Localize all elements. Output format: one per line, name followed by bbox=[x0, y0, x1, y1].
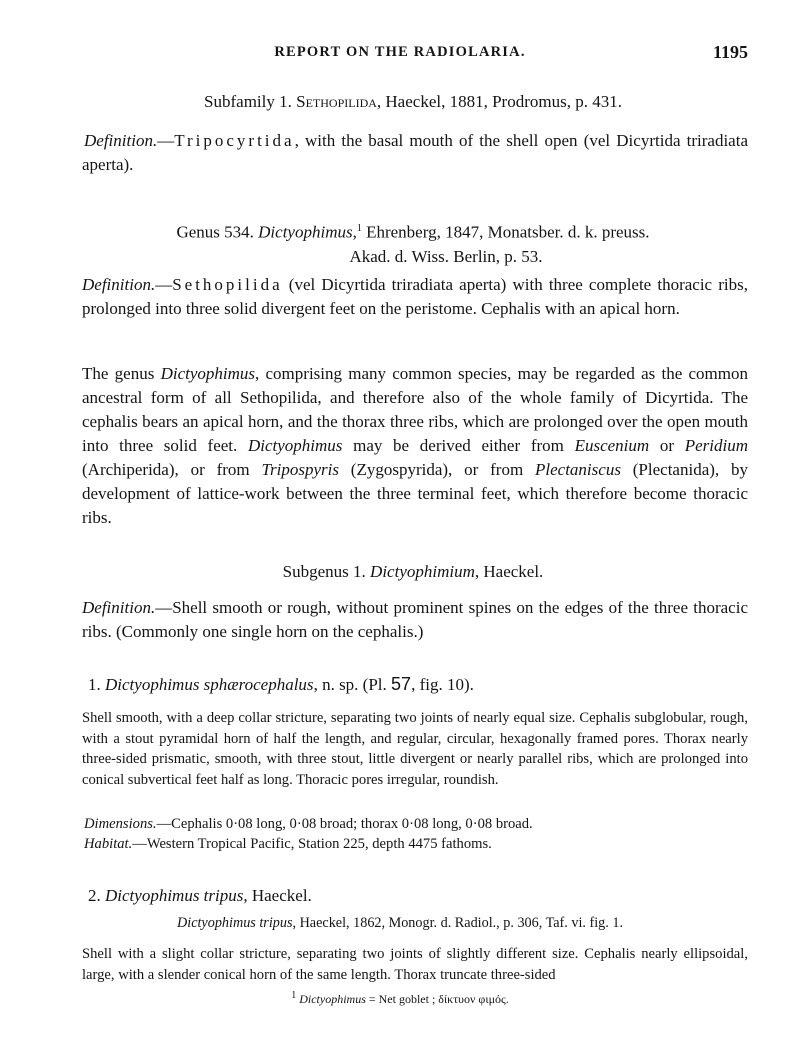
text-run: or bbox=[649, 436, 685, 455]
plate-number: 57 bbox=[391, 674, 412, 694]
genus-name: Dictyophimus, bbox=[258, 222, 357, 242]
text-run: (Archiperida), or from bbox=[82, 460, 262, 479]
species-name: Dictyophimus tripus bbox=[105, 886, 244, 905]
species-author: , Haeckel. bbox=[243, 886, 312, 905]
dimensions-text: —Cephalis 0·08 long, 0·08 broad; thorax 0·08 long, 0·08 broad. bbox=[156, 816, 533, 832]
taxon-name: Dictyophimus bbox=[160, 364, 256, 383]
taxon-name: Euscenium bbox=[574, 436, 650, 455]
subfamily-rest: , Haeckel, 1881, Prodromus, p. 431. bbox=[376, 92, 622, 111]
reference-name: Dictyophimus tripus bbox=[177, 915, 293, 931]
footnote bbox=[0, 990, 800, 1007]
footnote-term: Dictyophimus bbox=[299, 992, 366, 1006]
subfamily-definition bbox=[82, 129, 748, 177]
definition-text: , with the basal mouth of the shell open (vel Dicyrtida triradiata aperta). bbox=[82, 131, 748, 174]
species-citation-b: , fig. 10). bbox=[411, 675, 474, 694]
genus-definition bbox=[82, 273, 748, 321]
text-run: (Plectanida), by development of lattice-work between the three terminal feet, which therefore become thoracic ribs. bbox=[82, 460, 748, 527]
page-header bbox=[0, 44, 800, 68]
species-1-dimensions bbox=[84, 816, 533, 833]
species-2-title bbox=[88, 886, 312, 906]
species-1-title bbox=[88, 674, 474, 695]
genus-footnote-mark: 1 bbox=[356, 223, 362, 234]
species-number: 1. bbox=[88, 675, 101, 694]
footnote-text: = Net goblet ; δίκτυον φιμός. bbox=[365, 992, 509, 1006]
genus-heading bbox=[80, 217, 746, 269]
species-1-description: Shell smooth, with a deep collar stricture, separating two joints of nearly equal size. Cephalis subglobular, rough, with a stout pyramidal horn of half the length, and regular, circular, hexagonally framed pores. Thorax nearly three-sided prismatic, smooth, with three stout, little divergent or nearly parallel ribs, which are prolonged into conical subvertical feet half as long. Thoracic pores irregular, roundish. bbox=[82, 710, 748, 788]
text-run: may be derived either from bbox=[342, 436, 575, 455]
habitat-text: —Western Tropical Pacific, Station 225, depth 4475 fathoms. bbox=[132, 836, 492, 852]
subgenus-rest: , Haeckel. bbox=[474, 562, 544, 581]
genus-paragraph bbox=[82, 362, 748, 530]
subgenus-heading bbox=[80, 562, 746, 582]
species-name: Dictyophimus sphærocephalus bbox=[105, 675, 314, 694]
subgenus-name: Dictyophimium bbox=[370, 562, 475, 581]
page-number: 1195 bbox=[712, 42, 748, 62]
reference-text: , Haeckel, 1862, Monogr. d. Radiol., p. 306, Taf. vi. fig. 1. bbox=[292, 915, 623, 931]
definition-label: Definition. bbox=[82, 598, 156, 617]
species-number: 2. bbox=[88, 886, 101, 905]
species-2-reference bbox=[0, 915, 800, 932]
subfamily-heading bbox=[80, 92, 746, 112]
subfamily-prefix: Subfamily 1. bbox=[204, 92, 292, 111]
taxon-name: Dictyophimus bbox=[247, 436, 343, 455]
species-1-habitat bbox=[84, 836, 492, 853]
definition-term: Sethopilida bbox=[172, 275, 283, 294]
running-title: REPORT ON THE RADIOLARIA. bbox=[274, 44, 526, 60]
definition-text: (vel Dicyrtida triradiata aperta) with three complete thoracic ribs, prolonged into three solid divergent feet on the peristome. Cephalis with an apical horn. bbox=[82, 275, 748, 318]
footnote-mark: 1 bbox=[291, 990, 297, 1001]
text-run: The genus bbox=[82, 364, 161, 383]
species-2-description: Shell with a slight collar stricture, separating two joints of slightly different size. Cephalis nearly ellipsoidal, large, with a slender conical horn of the same length. Thorax truncate three-sided bbox=[82, 946, 748, 983]
genus-line-1-rest: Ehrenberg, 1847, Monatsber. d. k. preuss. bbox=[361, 222, 650, 242]
genus-line-2: Akad. d. Wiss. Berlin, p. 53. bbox=[349, 246, 543, 266]
subgenus-definition bbox=[82, 596, 748, 644]
taxon-name: Tripospyris bbox=[261, 460, 339, 479]
habitat-label: Habitat. bbox=[84, 836, 133, 852]
definition-label: Definition. bbox=[82, 275, 156, 294]
definition-label: Definition. bbox=[84, 131, 158, 150]
definition-dash: — bbox=[157, 131, 175, 150]
taxon-name: Plectaniscus bbox=[535, 460, 621, 479]
definition-text: Shell smooth or rough, without prominent spines on the edges of the three thoracic ribs. (Commonly one single horn on the cephalis.) bbox=[82, 598, 748, 641]
species-citation-a: , n. sp. (Pl. bbox=[313, 675, 392, 694]
taxon-name: Peridium bbox=[684, 436, 748, 455]
text-run: , comprising many common species, may be regarded as the common ancestral form of all Sethopilida, and therefore also of the whole family of Dicyrtida. The cephalis bears an apical horn, and the thorax three ribs, which are prolonged over the open mouth into three solid feet. bbox=[82, 364, 748, 455]
subgenus-prefix: Subgenus 1. bbox=[282, 562, 371, 581]
dimensions-label: Dimensions. bbox=[84, 816, 157, 832]
definition-term: Tripocyrtida bbox=[174, 131, 295, 150]
genus-line-1 bbox=[80, 217, 746, 245]
genus-prefix: Genus 534. bbox=[176, 222, 254, 242]
definition-dash: — bbox=[155, 275, 173, 294]
text-run: (Zygospyrida), or from bbox=[338, 460, 536, 479]
definition-dash: — bbox=[155, 598, 173, 617]
subfamily-name: Sethopilida bbox=[296, 92, 377, 111]
